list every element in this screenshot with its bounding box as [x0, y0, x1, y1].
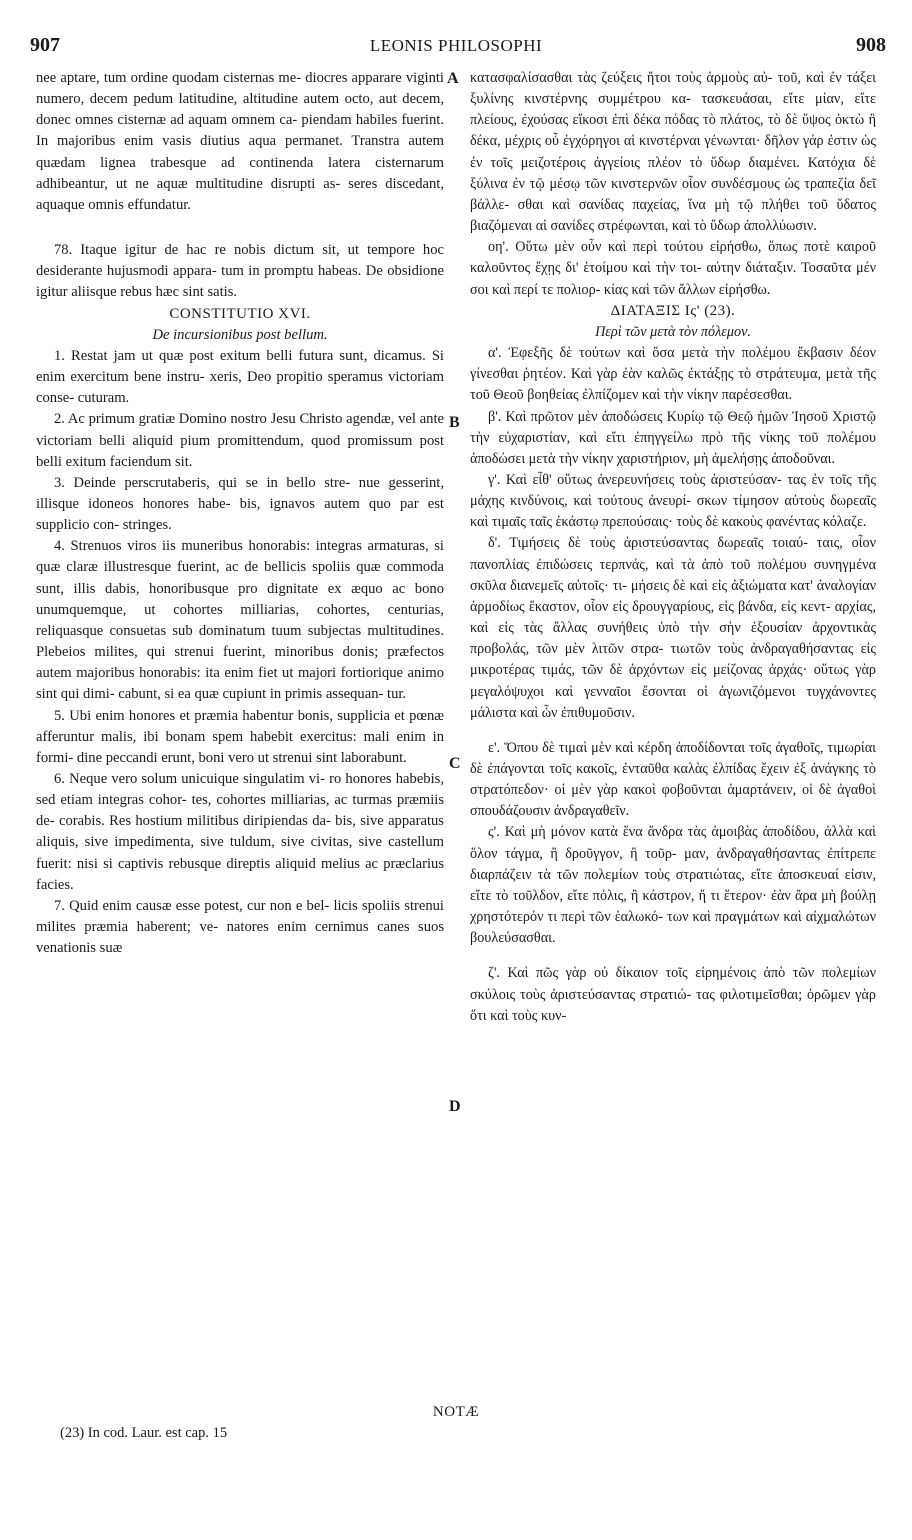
footnote-23: (23) In cod. Laur. est cap. 15	[60, 1425, 228, 1441]
greek-paragraph-2: β'. Καὶ πρῶτον μὲν ἀποδώσεις Κυρίῳ τῷ Θεῷ ἡμῶν Ἰησοῦ Χριστῷ τὴν εὐχαριστίαν, καὶ εἴτι ἐπηγγείλω πρὸ τῆς νίκης τοῦ πολέμου ἀποδώσει μετὰ τὴν νίκην χαριστήριον, μὴ ἀμελήσῃς ἀποδοῦναι.	[470, 408, 876, 467]
greek-column	[470, 68, 876, 1027]
greek-constitution-subheading: Περὶ τῶν μετὰ τὸν πόλεμον.	[595, 323, 751, 340]
greek-paragraph-4: δ'. Τιμήσεις δὲ τοὺς ἀριστεύσαντας δωρεαῖς τοιαύ- ταις, οἷον πανοπλίας ἐπιδώσεις τερπνάς, καὶ τὰ ἀπὸ τοῦ πολέμου συνηγμένα σκῦλα διανεμεῖς αὐτοῖς· τι- μήσεις δὲ καὶ εἰς ἀξιώματα κατ' ἀναλογίαν ἁρμοδίως ἕκαστον, οἷον εἰς δρουγγαρίους, εἰς βάνδα, εἰς κεντ- αρχίας, καὶ εἰς τὰς ἄλλας συνήθεις ὑπὸ τὴν σὴν ἐξουσίαν ἀρχοντικὰς προβολάς, τῶν μὲν λιτῶν στρα- τιωτῶν τοὺς ἀνδραγαθήσαντας εἰς μικροτέρας τιμάς, τῶν δὲ ἀρχόντων εἰς μείζονας ἀρχάς· οὕτως γὰρ μεγαλόψυχοι καὶ γενναῖοι ἔσονται οἱ ἀγωνιζόμενοι τυγχάνοντες μάλιστα καὶ ὧν ἐπιθυμοῦσιν.	[470, 535, 876, 721]
latin-paragraph-7: 7. Quid enim causæ esse potest, cur non e bel- licis spoliis strenui milites præmia haberent; ve- natores enim cernimus canes suos venationis suæ	[36, 897, 444, 957]
greek-paragraph-cisterns: κατασφαλίσασθαι τὰς ζεύξεις ἤτοι τοὺς ἁρμοὺς αὐ- τοῦ, καὶ ἐν τάξει ξυλίνης κινστέρνης συμμέτρου κα- τασκευάσαι, εἴτε μίαν, εἴτε πλείους, ἐχούσας εἴκοσι ἐπὶ δέκα πόδας τὸ πλάτος, τὸ δὲ ὕψος ὀκτὼ ἢ δέκα, μέχρις οὗ ἐγχόρηγοι αἱ κινστέρναι γένωνται· δῆλον γάρ ἐστιν ὡς ἐν τοῖς μειζοτέροις ἀγγείοις πλέον τὸ ὕδωρ διαμένει. Κατόχια δὲ ξύλινα ἐν τῷ μέσῳ τῶν κινστερνῶν οἷον συνδέσμους ὡς τραπεζία δεῖ βάλλε- σθαι καὶ σανίδας παχείας, ἵνα μὴ τῷ πλήθει τοῦ ὕδατος βιαζόμεναι αἱ σανίδες στρέφωνται, καὶ τὸ ὕδωρ ἀπολλύωσιν.	[470, 70, 876, 235]
latin-paragraph-6: 6. Neque vero solum unicuique singulatim vi- ro honores habebis, sed etiam integras cohor- tes, cohortes milliarias, ac turmas præmiis de- corabis. Res hostium militibus diripiendas da- bis, sive apparatus aliquis, sive impedimenta, sive tuldum, sive civitas, sive castellum fuerit: nisi si captivis rebusque direptis aliquid melius ac præclarius facies.	[36, 771, 444, 893]
notes-heading: NOTÆ	[432, 1404, 480, 1420]
greek-paragraph-6: ς'. Καὶ μὴ μόνον κατὰ ἕνα ἄνδρα τὰς ἀμοιβὰς ἀποδίδου, ἀλλὰ καὶ ὅλον τάγμα, ἢ δροῦγγον, ἢ τοῦρ- μαν, ἀνδραγαθήσαντας ἐπίτρεπε διαρπάζειν τὰ τῶν πολεμίων τοὺς στρατιώτας, εἴτε ἀποσκευαί εἰσιν, εἴτε τὸ τοῦλδον, εἴτε πόλις, ἢ κάστρον, ἤ τι ἕτερον· ἐὰν ἄρα μὴ βούλῃ χρηστότερόν τι περὶ τῶν ἑαλωκό- των καὶ πραγμάτων καὶ αἰχμαλώτων βουλεύσασθαι.	[470, 824, 876, 947]
greek-paragraph-5: ε'. Ὅπου δὲ τιμαὶ μὲν καὶ κέρδη ἀποδίδονται τοῖς ἀγαθοῖς, τιμωρίαι δὲ ἐπάγονται τοῖς κακοῖς, ἐνταῦθα καλὰς ἐλπίδας ἔχειν ἐξ ἀνάγκης τὸ στρατόπεδον· οἱ μὲν γὰρ κακοὶ φοβοῦνται ἁμαρτάνειν, οἱ δὲ ἀγαθοὶ σπουδάζουσιν ἀνδραγαθεῖν.	[470, 739, 876, 820]
latin-paragraph-2: 2. Ac primum gratiæ Domino nostro Jesu Christo agendæ, vel ante victoriam belli aliquid pium promittendum, quod promissum post belli exitum faciendum sit.	[36, 411, 444, 470]
running-head: LEONIS PHILOSOPHI	[369, 36, 543, 55]
greek-paragraph-3: γ'. Καὶ εἶθ' οὕτως ἀνερευνήσεις τοὺς ἀριστεύσαν- τας ἐν τοῖς τῆς μάχης κινδύνοις, καὶ τούτους ἀνευρί- σκων τίμησον αὐτοὺς δωρεαῖς καὶ τιμαῖς ταῖς ἑκάστῳ πρεπούσαις· τοὺς δὲ κακοὺς φανέντας κόλαζε.	[470, 471, 876, 531]
margin-letter-a: A	[447, 70, 459, 87]
page-number-left: 907	[30, 34, 60, 56]
greek-paragraph-1: α'. Ἐφεξῆς δὲ τούτων καὶ ὅσα μετὰ τὴν πολέμου ἔκβασιν δέον γίνεσθαι ῥητέον. Καὶ γὰρ ἐὰν καλῶς ἐκτάξῃς τὸ στράτευμα, μετὰ τῆς τοῦ Θεοῦ βοηθείας ἐλπίζομεν καὶ τὴν νίκην παρέσεσθαι.	[470, 345, 876, 404]
margin-letter-d: D	[449, 1098, 461, 1115]
page-number-right: 908	[856, 34, 886, 56]
latin-column	[36, 68, 444, 959]
latin-constitution-heading: CONSTITUTIO XVI.	[169, 305, 311, 322]
latin-paragraph-cisterns: nee aptare, tum ordine quodam cisternas me- diocres apparare viginti numero, decem pedum latitudine, altitudine autem octo, aut decem, donec omnes cisternæ ad aquam omnem ca- piendam habiles fuerint. In majoribus enim vasis diutius aqua permanet. Transtra autem quædam lignea trabesque ad continenda latera cisternarum adhibeantur, ut ne aquæ multitudine disrupti as- seres discedant, aquaque omnis effundatur.	[36, 70, 444, 213]
latin-paragraph-78: 78. Itaque igitur de hac re nobis dictum sit, ut tempore hoc desiderante hujusmodi appara- tum in promptu habeas. De obsidione igitur aliisque rebus hæc sint satis.	[36, 242, 444, 301]
latin-paragraph-3: 3. Deinde perscrutaberis, qui se in bello stre- nue gesserint, illisque idoneos honores habe- bis, ignavos autem quo par est supplicio con- stringes.	[36, 474, 444, 534]
greek-paragraph-78: οη'. Οὕτω μὲν οὖν καὶ περὶ τούτου εἰρήσθω, ὅπως ποτὲ καιροῦ καλοῦντος ἔχῃς δι' ἑτοίμου καὶ τὴν τοι- αύτην διάταξιν. Τοσαῦτα μέν σοι καὶ περί τε πολιορ- κίας καὶ τῶν ἄλλων εἰρήσθω.	[470, 239, 876, 298]
page-header	[26, 34, 886, 62]
latin-paragraph-1: 1. Restat jam ut quæ post exitum belli futura sunt, dicamus. Si enim exercitum bene instru- xeris, Deo propitio speramus victoriam conse- cuturam.	[36, 347, 444, 407]
latin-paragraph-5: 5. Ubi enim honores et præmia habentur bonis, supplicia et pœnæ afferuntur malis, ibi bonam spem habebit exercitus: mali enim in formi- dine peccandi erunt, boni vero ut strenui sint laborabunt.	[36, 707, 444, 766]
greek-paragraph-7: ζ'. Καὶ πῶς γὰρ οὐ δίκαιον τοῖς εἰρημένοις ἀπὸ τῶν πολεμίων σκύλοις τοὺς ἀριστεύσαντας στρατιώ- τας φιλοτιμεῖσθαι; ὁρῶμεν γὰρ ὅτι καὶ τοὺς κυν-	[470, 965, 876, 1024]
latin-constitution-subheading: De incursionibus post bellum.	[152, 326, 328, 343]
margin-letter-c: C	[449, 755, 461, 772]
margin-letter-b: B	[449, 414, 460, 431]
greek-constitution-heading: ΔΙΑΤΑΞΙΣ Ις' (23).	[610, 302, 736, 319]
latin-paragraph-4: 4. Strenuos viros iis muneribus honorabis: integras armaturas, si quæ claræ illustresque fuerint, ac de bellicis spoliis quæ commoda sunt, illis dabis, honoribusque pro dignitate ex æquo ac bono unumquemque, ut cohortes milliarias, cohortes, centurias, reliquasque consuetas sub dominatum tuum subjectas multitudines. Plebeios milites, qui strenui fuerint, minoribus donis; præfectos autem majoribus honorabis: ita enim fiet ut majori fortiorique animo sint qui dimi- cabunt, si ea quæ cupiunt in primis assequan- tur.	[36, 538, 444, 703]
